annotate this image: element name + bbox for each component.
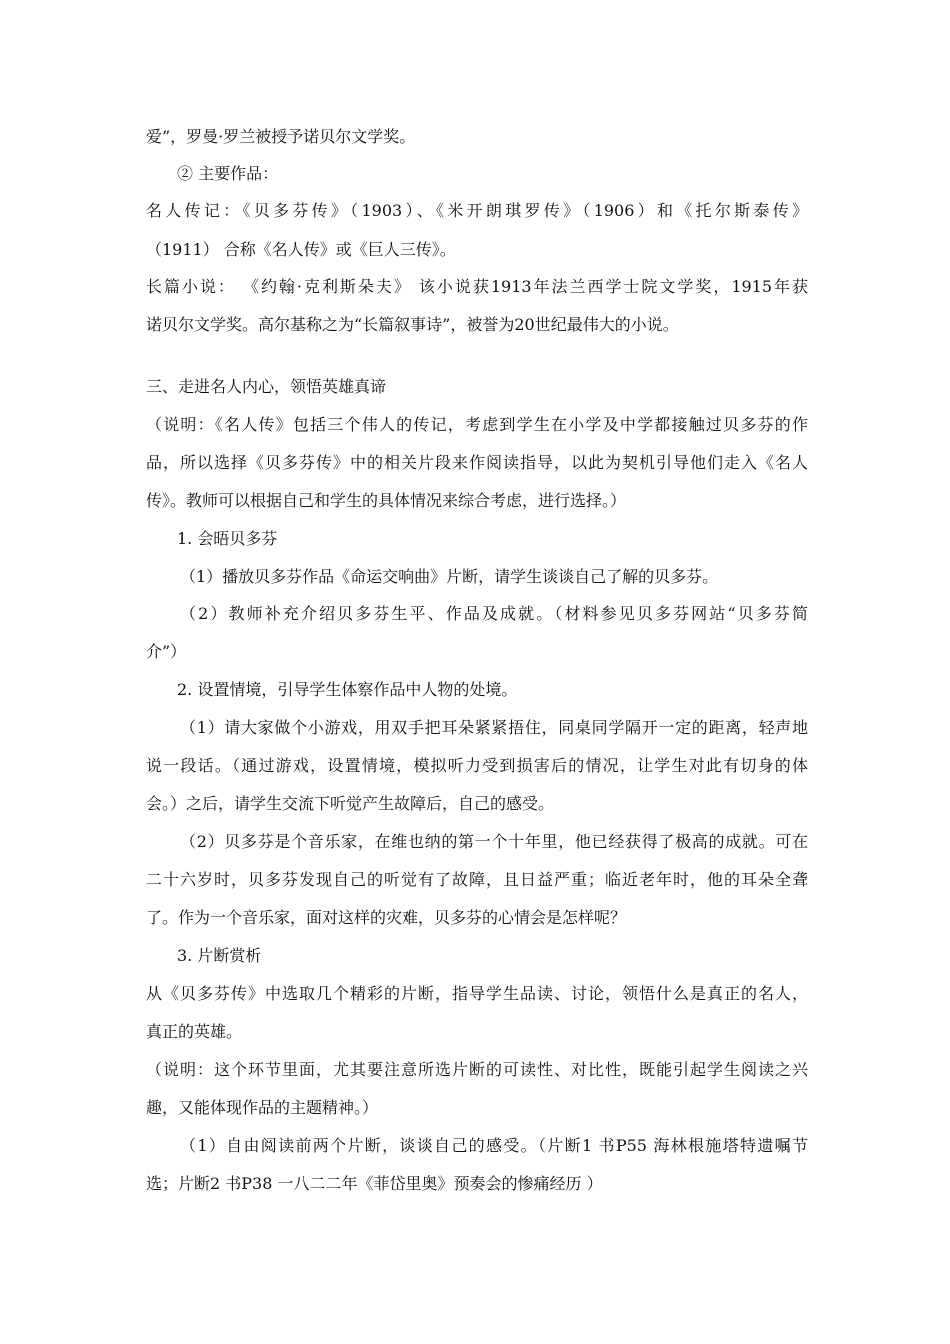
text-line: （1）请大家做个小游戏，用双手把耳朵紧紧捂住，同桌同学隔开一定的距离，轻声地 [180, 718, 808, 737]
subsection-heading: 3. 片断赏析 [177, 946, 262, 965]
text-line: 爱”，罗曼·罗兰被授予诺贝尔文学奖。 [146, 127, 416, 146]
text-line: ② 主要作品： [177, 164, 279, 183]
text-line: 从《贝多芬传》中选取几个精彩的片断，指导学生品读、讨论，领悟什么是真正的名人， [146, 984, 808, 1003]
subsection-heading: 2. 设置情境，引导学生体察作品中人物的处境。 [177, 680, 518, 699]
text-line: 名人传记：《贝多芬传》（1903）、《米开朗琪罗传》（1906）和《托尔斯泰传》 [146, 201, 808, 220]
text-line: （说明：这个环节里面，尤其要注意所选片断的可读性、对比性，既能引起学生阅读之兴 [146, 1060, 808, 1079]
section-heading: 三、走进名人内心，领悟英雄真谛 [146, 377, 387, 396]
text-line: （2）贝多芬是个音乐家，在维也纳的第一个十年里，他已经获得了极高的成就。可在 [180, 832, 808, 851]
text-line: 传》。教师可以根据自己和学生的具体情况来综合考虑，进行选择。） [146, 491, 627, 510]
text-line: 说一段话。（通过游戏，设置情境，模拟听力受到损害后的情况，让学生对此有切身的体 [146, 756, 808, 775]
text-line: 选；片断2 书P38 一八二二年《菲岱里奥》预奏会的惨痛经历 ） [146, 1174, 603, 1193]
text-line: 二十六岁时，贝多芬发现自己的听觉有了故障，且日益严重；临近老年时，他的耳朵全聋 [146, 870, 808, 889]
text-line: 会。）之后，请学生交流下听觉产生故障后，自己的感受。 [146, 794, 555, 813]
text-line: 了。作为一个音乐家，面对这样的灾难，贝多芬的心情会是怎样呢？ [146, 908, 627, 927]
text-line: 介”） [146, 642, 187, 661]
text-line: 品，所以选择《贝多芬传》中的相关片段来作阅读指导，以此为契机引导他们走入《名人 [146, 453, 808, 472]
text-line: 真正的英雄。 [146, 1022, 243, 1041]
text-line: （1911） 合称《名人传》或《巨人三传》。 [146, 240, 456, 259]
text-line: （1）播放贝多芬作品《命运交响曲》片断，请学生谈谈自己了解的贝多芬。 [180, 567, 719, 586]
text-line: 趣，又能体现作品的主题精神。） [146, 1098, 379, 1117]
text-line: （1）自由阅读前两个片断，谈谈自己的感受。（片断1 书P55 海林根施塔特遗嘱节 [180, 1136, 808, 1155]
text-line: （2）教师补充介绍贝多芬生平、作品及成就。（材料参见贝多芬网站“贝多芬简 [180, 604, 808, 623]
text-line: 诺贝尔文学奖。高尔基称之为“长篇叙事诗”，被誉为20世纪最伟大的小说。 [146, 315, 679, 334]
text-line: 长篇小说： 《约翰·克利斯朵夫》 该小说获1913年法兰西学士院文学奖，1915年获 [146, 277, 808, 296]
subsection-heading: 1. 会晤贝多芬 [177, 529, 278, 548]
text-line: （说明：《名人传》包括三个伟人的传记，考虑到学生在小学及中学都接触过贝多芬的作 [146, 415, 808, 434]
